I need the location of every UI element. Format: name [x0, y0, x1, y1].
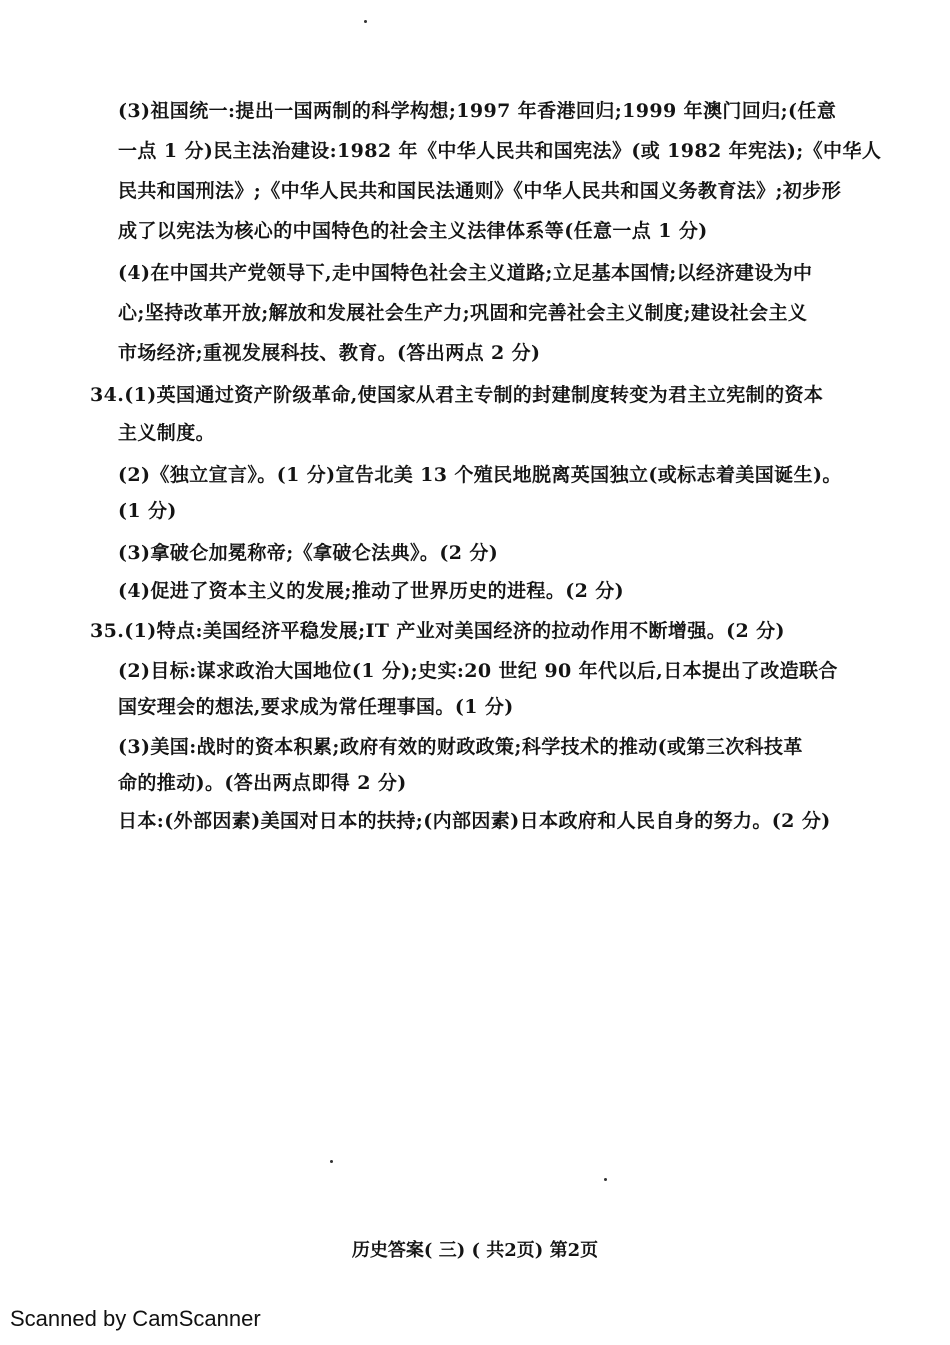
- answer-line: 日本:(外部因素)美国对日本的扶持;(内部因素)日本政府和人民自身的努力。(2 分): [118, 810, 831, 832]
- answer-line: (3)美国:战时的资本积累;政府有效的财政政策;科学技术的推动(或第三次科技革: [118, 736, 803, 758]
- answer-line: 主义制度。: [118, 422, 216, 444]
- answer-line: (4)在中国共产党领导下,走中国特色社会主义道路;立足基本国情;以经济建设为中: [118, 262, 813, 284]
- question-35-line: 35.(1)特点:美国经济平稳发展;IT 产业对美国经济的拉动作用不断增强。(2 分): [90, 620, 785, 642]
- answer-line: (2)目标:谋求政治大国地位(1 分);史实:20 世纪 90 年代以后,日本提出了改造联合: [118, 660, 838, 682]
- answer-line: (3)祖国统一:提出一国两制的科学构想;1997 年香港回归;1999 年澳门回归;(任意: [118, 100, 837, 122]
- scanner-watermark: Scanned by CamScanner: [10, 1306, 261, 1331]
- scan-speck: [330, 1160, 333, 1163]
- answer-line: 心;坚持改革开放;解放和发展社会生产力;巩固和完善社会主义制度;建设社会主义: [118, 302, 808, 324]
- answer-line: 一点 1 分)民主法治建设:1982 年《中华人民共和国宪法》(或 1982 年宪法);《中华人: [118, 140, 882, 162]
- question-34-line: 34.(1)英国通过资产阶级革命,使国家从君主专制的封建制度转变为君主立宪制的资本: [90, 384, 824, 406]
- scan-speck: [604, 1178, 607, 1181]
- answer-line: (2)《独立宣言》。(1 分)宣告北美 13 个殖民地脱离英国独立(或标志着美国诞生)。: [118, 464, 842, 486]
- scan-speck: [364, 20, 367, 23]
- answer-line: 市场经济;重视发展科技、教育。(答出两点 2 分): [118, 342, 541, 364]
- answer-line: 命的推动)。(答出两点即得 2 分): [118, 772, 407, 794]
- answer-line: (1 分): [118, 500, 177, 522]
- answer-line: 国安理会的想法,要求成为常任理事国。(1 分): [118, 696, 514, 718]
- answer-line: 成了以宪法为核心的中国特色的社会主义法律体系等(任意一点 1 分): [118, 220, 708, 242]
- page-footer: 历史答案( 三) ( 共2页) 第2页: [351, 1240, 599, 1261]
- answer-line: 民共和国刑法》;《中华人民共和国民法通则》《中华人民共和国义务教育法》;初步形: [118, 180, 842, 202]
- answer-line: (4)促进了资本主义的发展;推动了世界历史的进程。(2 分): [118, 580, 625, 602]
- answer-line: (3)拿破仑加冕称帝;《拿破仑法典》。(2 分): [118, 542, 499, 564]
